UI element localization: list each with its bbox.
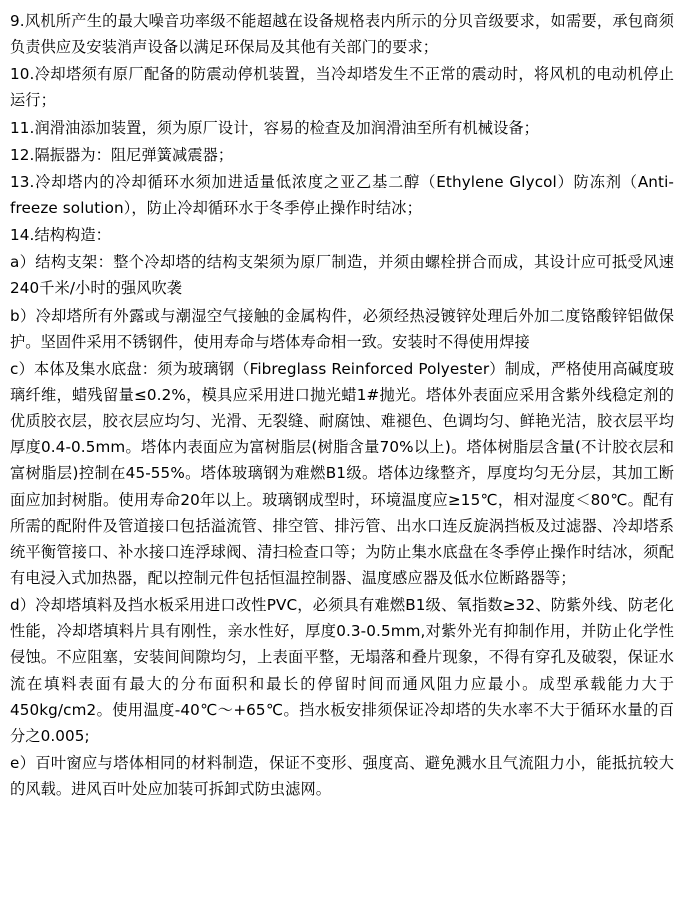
paragraph-item-c: c）本体及集水底盘：须为玻璃钢（Fibreglass Reinforced Polyester）制成，严格使用高碱度玻璃纤维，蜡残留量≤0.2%，模具应采用进口抛光蜡1#抛光。塔体外表面应采用含紫外线稳定剂的优质胶衣层，胶衣层应均匀、光滑、无裂缝、耐腐蚀、难褪色、色调均匀、鲜艳光洁，胶衣层平均厚度0.4-0.5mm。塔体内表面应为富树脂层(树脂含量70%以上)。塔体树脂层含量(不计胶衣层和富树脂层)控制在45-55%。塔体玻璃钢为难燃B1级。塔体边缘整齐，厚度均匀无分层，其加工断面应加封树脂。使用寿命20年以上。玻璃钢成型时，环境温度应≥15℃，相对湿度＜80℃。配有所需的配附件及管道接口包括溢流管、排空管、排污管、出水口连反旋涡挡板及过滤器、冷却塔系统平衡管接口、补水接口连浮球阀、清扫检查口等；为防止集水底盘在冬季停止操作时结冰，须配有电浸入式加热器，配以控制元件包括恒温控制器、温度感应器及低水位断路器等； xyxy=(10,359,674,587)
paragraph-item-d: d）冷却塔填料及挡水板采用进口改性PVC，必须具有难燃B1级、氧指数≥32、防紫外线、防老化性能，冷却塔填料片具有刚性，亲水性好，厚度0.3-0.5mm,对紫外光有抑制作用，并防止化学性侵蚀。不应阻塞，安装间间隙均匀，上表面平整，无塌落和叠片现象，不得有穿孔及破裂，保证水流在填料表面有最大的分布面积和最长的停留时间而通风阻力应最小。成型承载能力大于450kg/cm2。使用温度-40℃～+65℃。挡水板安排须保证冷却塔的失水率不大于循环水量的百分之0.005; xyxy=(10,596,674,745)
paragraph-item-11: 11.润滑油添加装置，须为原厂设计，容易的检查及加润滑油至所有机械设备； xyxy=(10,118,539,137)
paragraph-item-a: a）结构支架：整个冷却塔的结构支架须为原厂制造，并须由螺栓拼合而成，其设计应可抵受风速240千米/小时的强风吹袭 xyxy=(10,253,674,298)
paragraph-item-10: 10.冷却塔须有原厂配备的防震动停机装置，当冷却塔发生不正常的震动时，将风机的电动机停止运行； xyxy=(10,65,674,110)
paragraph-item-9: 9.风机所产生的最大噪音功率级不能超越在设备规格表内所示的分贝音级要求，如需要，承包商须负责供应及安装消声设备以满足环保局及其他有关部门的要求； xyxy=(10,12,674,57)
paragraph-item-e: e）百叶窗应与塔体相同的材料制造，保证不变形、强度高、避免溅水且气流阻力小，能抵抗较大的风载。进风百叶处应加装可拆卸式防虫滤网。 xyxy=(10,753,674,799)
paragraph-item-b: b）冷却塔所有外露或与潮湿空气接触的金属构件，必须经热浸镀锌处理后外加二度铬酸锌铝做保护。坚固件采用不锈钢件，使用寿命与塔体寿命相一致。安装时不得使用焊接 xyxy=(10,306,674,351)
paragraph-item-14: 14.结构构造： xyxy=(10,226,111,245)
paragraph-item-13: 13.冷却塔内的冷却循环水须加进适量低浓度之亚乙基二醇（Ethylene Glycol）防冻剂（Anti-freeze solution），防止冷却循环水于冬季停止操作时结冰； xyxy=(10,172,674,217)
paragraph-item-12: 12.隔振器为：阻尼弹簧减震器； xyxy=(10,145,234,164)
